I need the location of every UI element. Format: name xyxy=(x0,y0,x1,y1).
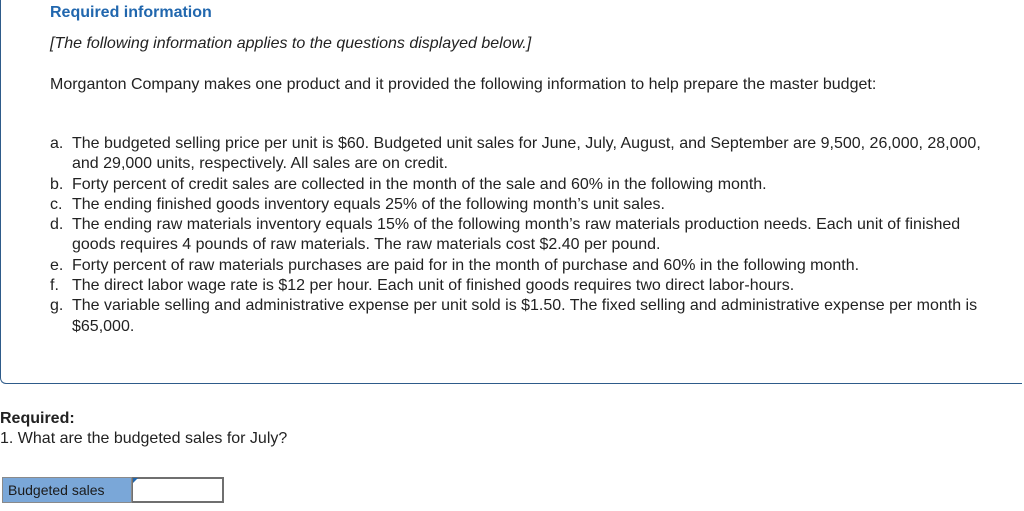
list-item xyxy=(50,296,990,337)
applies-note: [The following information applies to the questions displayed below.] xyxy=(50,35,532,52)
required-label: Required: xyxy=(0,410,75,427)
list-item xyxy=(50,276,990,296)
list-marker: f. xyxy=(50,277,59,295)
answer-row xyxy=(2,477,224,503)
required-information-heading: Required information xyxy=(50,4,212,21)
list-item xyxy=(50,175,990,195)
list-item xyxy=(50,195,990,215)
question-text: 1. What are the budgeted sales for July? xyxy=(0,430,288,447)
list-item xyxy=(50,215,990,256)
list-item-text: The variable selling and administrative expense per unit sold is $1.50. The fixed selling and administrative expense per month is $65,000. xyxy=(72,297,978,335)
list-marker: g. xyxy=(50,297,64,315)
list-marker: e. xyxy=(50,256,64,274)
budgeted-sales-input[interactable] xyxy=(132,477,224,503)
list-item xyxy=(50,256,990,276)
budgeted-sales-label: Budgeted sales xyxy=(2,477,132,503)
list-marker: b. xyxy=(50,175,64,193)
required-section xyxy=(0,409,287,449)
list-item xyxy=(50,134,990,175)
list-item-text: The budgeted selling price per unit is $60. Budgeted unit sales for June, July, August, and September are 9,500, 26,000, 28,000, and 29,000 units, respectively. All sales are on credit. xyxy=(72,135,981,173)
list-marker: c. xyxy=(50,195,63,213)
list-item-text: The direct labor wage rate is $12 per hour. Each unit of finished goods requires two direct labor-hours. xyxy=(72,277,795,295)
input-flag-icon xyxy=(133,478,138,483)
budgeted-sales-input-wrap xyxy=(132,477,224,503)
list-item-text: Forty percent of raw materials purchases are paid for in the month of purchase and 60% in the following month. xyxy=(72,256,860,274)
list-marker: d. xyxy=(50,216,64,234)
list-item-text: The ending raw materials inventory equals 15% of the following month’s raw materials production needs. Each unit of finished goods requires 4 pounds of raw materials. The raw materials cost $2.40 per pound. xyxy=(72,216,961,254)
list-item-text: Forty percent of credit sales are collected in the month of the sale and 60% in the following month. xyxy=(72,175,767,193)
list-marker: a. xyxy=(50,135,64,152)
intro-text: Morganton Company makes one product and it provided the following information to help prepare the master budget: xyxy=(50,76,877,93)
list-item-text: The ending finished goods inventory equals 25% of the following month’s unit sales. xyxy=(72,195,665,213)
information-list xyxy=(50,134,990,337)
